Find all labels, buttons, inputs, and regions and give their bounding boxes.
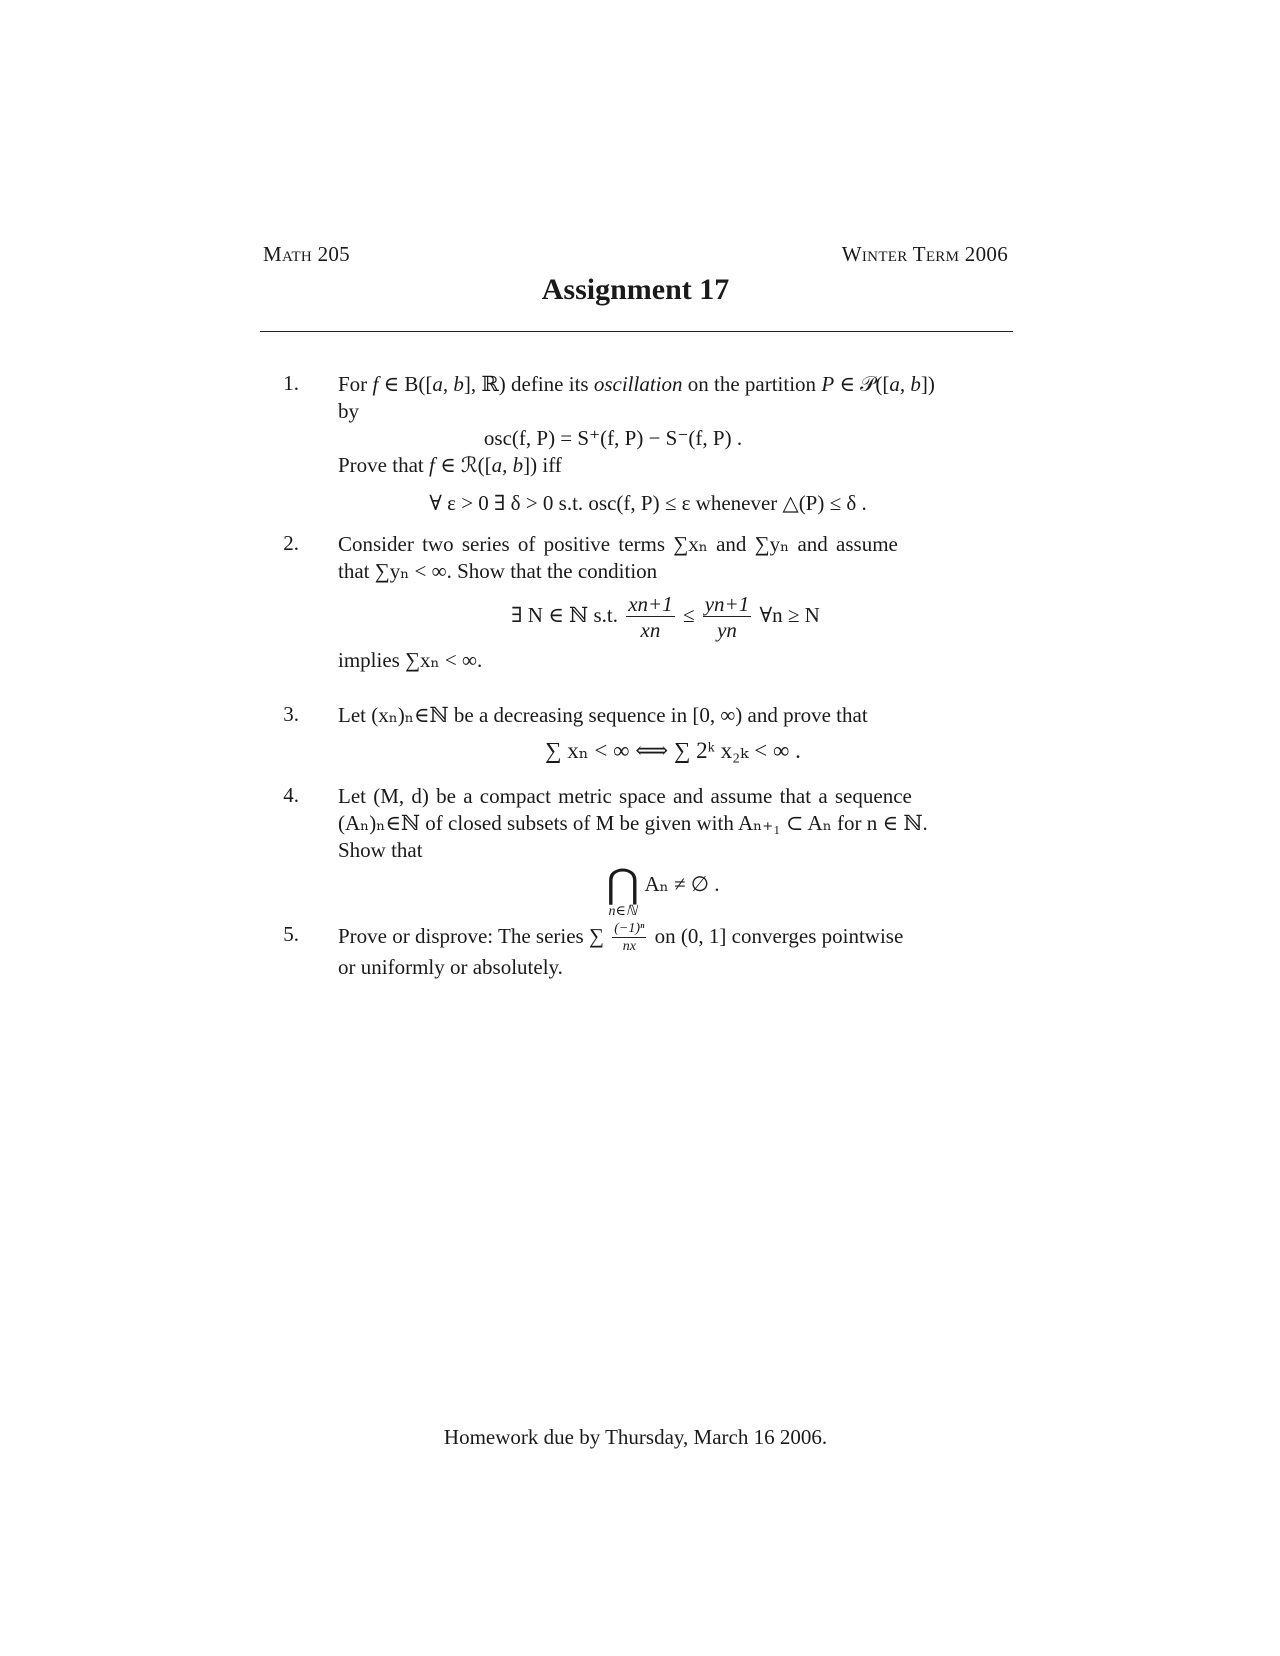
problem-2-line-1: Consider two series of positive terms ∑xₙ and ∑yₙ and assume (338, 532, 898, 556)
problem-5-line-2: or uniformly or absolutely. (338, 955, 563, 979)
problem-4-line-2: (Aₙ)ₙ∈ℕ of closed subsets of M be given with Aₙ₊₁ ⊂ Aₙ for n ∈ ℕ. (338, 811, 928, 835)
problem-1-line-1: For f ∈ B([a, b], ℝ) define its oscillation on the partition P ∈ 𝒫([a, b]) (338, 372, 935, 396)
due-date-note: Homework due by Thursday, March 16 2006. (443, 1425, 828, 1449)
equation-osc-definition: osc(f, P) = S⁺(f, P) − S⁻(f, P) . (483, 426, 743, 450)
problem-4-line-1: Let (M, d) be a compact metric space and assume that a sequence (338, 784, 912, 808)
equation-riemann-criterion: ∀ ε > 0 ∃ δ > 0 s.t. osc(f, P) ≤ ε whenever △(P) ≤ δ . (429, 491, 867, 515)
equation-condensation-test: ∑ xₙ < ∞ ⟺ ∑ 2ᵏ x₂ₖ < ∞ . (545, 738, 801, 763)
problem-1-line-2: by (338, 399, 359, 423)
problem-number: 5. (283, 922, 299, 946)
course-label: Math 205 (263, 242, 350, 266)
problem-number: 3. (283, 702, 299, 726)
big-intersection-symbol: ⋂ n∈ℕ (606, 861, 640, 919)
problem-4 (283, 783, 1008, 920)
problem-5-line-1: Prove or disprove: The series ∑ $\frac{\text{(−1)ⁿ}}{nx}$ on (0, 1] converges pointwise (338, 921, 904, 954)
problem-3 (283, 702, 1008, 764)
page-title: Assignment 17 (541, 273, 730, 306)
document-page (263, 0, 1008, 1656)
problem-2 (283, 531, 1008, 674)
problem-2-line-2: that ∑yₙ < ∞. Show that the condition (338, 559, 658, 583)
problem-5 (283, 921, 1008, 981)
problem-3-line-1: Let (xₙ)ₙ∈ℕ be a decreasing sequence in [0, ∞) and prove that (338, 703, 868, 727)
problem-1 (283, 371, 1008, 517)
problem-2-line-3: implies ∑xₙ < ∞. (338, 648, 483, 673)
problem-number: 2. (283, 531, 299, 555)
emphasis-oscillation: oscillation (593, 372, 683, 396)
equation-nonempty-intersection: ⋂ n∈ℕ Aₙ ≠ ∅ . (606, 861, 720, 919)
problem-1-line-3: Prove that f ∈ ℛ([a, b]) iff (338, 453, 562, 477)
term-label: Winter Term 2006 (841, 242, 1008, 266)
problem-number: 4. (283, 783, 299, 807)
fraction-series-term: $\frac{\text{(−1)ⁿ}}{nx}$ (614, 921, 645, 954)
fraction-x: $\frac{xn+1}{xn}$ (628, 592, 673, 643)
problem-number: 1. (283, 371, 299, 395)
fraction-y: $\frac{yn+1}{yn}$ (704, 592, 750, 643)
header-rule (260, 331, 1013, 332)
equation-ratio-condition: ∃ N ∈ ℕ s.t. $\frac{xn+1}{xn}$ ≤ $\frac{yn+1}{yn}$ ∀n ≥ N (511, 592, 820, 643)
problem-4-line-3: Show that (338, 838, 423, 862)
